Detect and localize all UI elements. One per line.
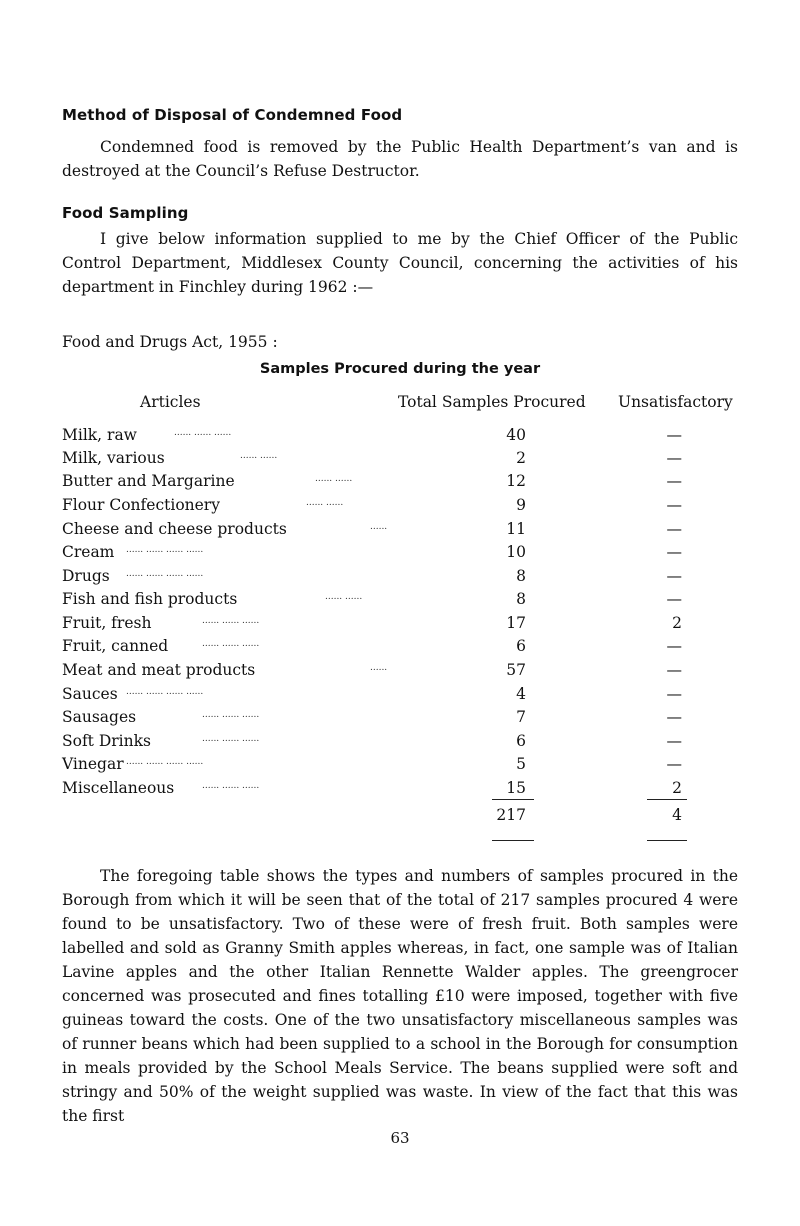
row-article: Milk, raw — [62, 426, 137, 444]
row-unsatisfactory: — — [666, 426, 682, 444]
row-leader-dots: ...... ...... — [240, 451, 278, 461]
total-rule-bottom — [492, 840, 534, 841]
row-unsatisfactory: 2 — [672, 779, 682, 797]
row-leader-dots: ...... ...... ...... — [202, 616, 260, 626]
col-head-total: Total Samples Procured — [398, 393, 586, 411]
row-unsatisfactory: — — [666, 590, 682, 608]
row-article: Fruit, canned — [62, 637, 169, 655]
row-article: Meat and meat products — [62, 661, 256, 679]
table-row — [62, 590, 738, 614]
row-total: 40 — [506, 426, 526, 444]
table-row — [62, 543, 738, 567]
row-total: 10 — [506, 543, 526, 561]
row-unsatisfactory: — — [666, 755, 682, 773]
row-article: Cheese and cheese products — [62, 520, 287, 538]
row-leader-dots: ...... ...... — [306, 498, 344, 508]
table-row — [62, 685, 738, 709]
row-total: 8 — [516, 590, 526, 608]
row-article: Vinegar — [62, 755, 124, 773]
row-unsatisfactory: — — [666, 472, 682, 490]
row-total: 7 — [516, 708, 526, 726]
row-unsatisfactory: — — [666, 567, 682, 585]
table-row — [62, 661, 738, 685]
row-article: Milk, various — [62, 449, 165, 467]
row-unsatisfactory: — — [666, 708, 682, 726]
row-total: 8 — [516, 567, 526, 585]
act-line: Food and Drugs Act, 1955 : — [62, 333, 278, 351]
row-total: 4 — [516, 685, 526, 703]
table-row — [62, 472, 738, 496]
page-number: 63 — [390, 1129, 410, 1147]
row-article: Miscellaneous — [62, 779, 175, 797]
row-article: Sausages — [62, 708, 137, 726]
row-total: 2 — [516, 449, 526, 467]
row-leader-dots: ...... — [370, 663, 388, 673]
row-leader-dots: ...... ...... ...... — [202, 734, 260, 744]
unsat-rule-top — [647, 799, 687, 800]
row-unsatisfactory: — — [666, 732, 682, 750]
row-article: Sauces — [62, 685, 118, 703]
row-article: Fruit, fresh — [62, 614, 152, 632]
row-article: Butter and Margarine — [62, 472, 235, 490]
row-article: Drugs — [62, 567, 110, 585]
food-sampling-heading: Food Sampling — [62, 204, 189, 222]
row-leader-dots: ...... ...... ...... — [202, 781, 260, 791]
table-title: Samples Procured during the year — [259, 361, 541, 377]
row-total: 12 — [506, 472, 526, 490]
disposal-heading: Method of Disposal of Condemned Food — [62, 106, 403, 124]
row-unsatisfactory: — — [666, 449, 682, 467]
table-row — [62, 732, 738, 756]
row-unsatisfactory: — — [666, 543, 682, 561]
food-sampling-paragraph: I give below information supplied to me by the Chief Officer of the Public Control Department, Middlesex County Council, concerning the activities of his department in Finchley during 1962 :— — [62, 230, 738, 296]
col-head-articles: Articles — [140, 393, 201, 411]
row-leader-dots: ...... ...... ...... ...... — [126, 569, 204, 579]
row-leader-dots: ...... ...... ...... ...... — [126, 757, 204, 767]
table-row — [62, 755, 738, 779]
row-unsatisfactory: — — [666, 520, 682, 538]
row-leader-dots: ...... ...... ...... ...... — [126, 687, 204, 697]
row-unsatisfactory: — — [666, 496, 682, 514]
row-total: 57 — [506, 661, 526, 679]
row-unsatisfactory: — — [666, 637, 682, 655]
table-row — [62, 779, 738, 803]
row-unsatisfactory: 2 — [672, 614, 682, 632]
row-leader-dots: ...... ...... — [325, 592, 363, 602]
row-total: 5 — [516, 755, 526, 773]
row-unsatisfactory: — — [666, 661, 682, 679]
row-total: 6 — [516, 732, 526, 750]
disposal-paragraph: Condemned food is removed by the Public Health Department’s van and is destroyed at the Council’s Refuse Destructor. — [62, 138, 738, 180]
table-row — [62, 426, 738, 450]
row-leader-dots: ...... ...... ...... ...... — [126, 545, 204, 555]
table-row — [62, 614, 738, 638]
row-total: 6 — [516, 637, 526, 655]
col-head-unsatisfactory: Unsatisfactory — [618, 393, 733, 411]
row-total: 9 — [516, 496, 526, 514]
table-row — [62, 520, 738, 544]
table-row — [62, 496, 738, 520]
row-leader-dots: ...... ...... ...... — [174, 428, 232, 438]
table-row — [62, 449, 738, 473]
row-article: Fish and fish products — [62, 590, 238, 608]
table-row — [62, 567, 738, 591]
table-row — [62, 637, 738, 661]
totals-row — [62, 806, 738, 830]
row-leader-dots: ...... — [370, 522, 388, 532]
row-total: 15 — [506, 779, 526, 797]
row-total: 11 — [506, 520, 526, 538]
sum-total: 217 — [496, 806, 526, 824]
row-unsatisfactory: — — [666, 685, 682, 703]
row-leader-dots: ...... ...... — [315, 474, 353, 484]
row-article: Flour Confectionery — [62, 496, 220, 514]
row-leader-dots: ...... ...... ...... — [202, 710, 260, 720]
closing-paragraph: The foregoing table shows the types and numbers of samples procured in the Borough from which it will be seen that of the total of 217 samples procured 4 were found to be unsatisfactory. Two of these were of fresh fruit. Both samples were labelled and sold as Granny Smith apples whereas, in fact, one sample was of Italian Lavine apples and the other Italian Rennette Walder apples. The greengrocer concerned was prosecuted and fines totalling £10 were imposed, together with five guineas toward the costs. One of the two unsatisfactory miscellaneous samples was of runner beans which had been supplied to a school in the Borough for consumption in meals provided by the School Meals Service. The beans supplied were soft and stringy and 50% of the weight supplied was waste. In view of the fact that this was the first — [62, 867, 738, 1125]
row-article: Soft Drinks — [62, 732, 151, 750]
row-leader-dots: ...... ...... ...... — [202, 639, 260, 649]
table-row — [62, 708, 738, 732]
row-total: 17 — [506, 614, 526, 632]
sum-unsatisfactory: 4 — [672, 806, 682, 824]
unsat-rule-bottom — [647, 840, 687, 841]
row-article: Cream — [62, 543, 115, 561]
total-rule-top — [492, 799, 534, 800]
